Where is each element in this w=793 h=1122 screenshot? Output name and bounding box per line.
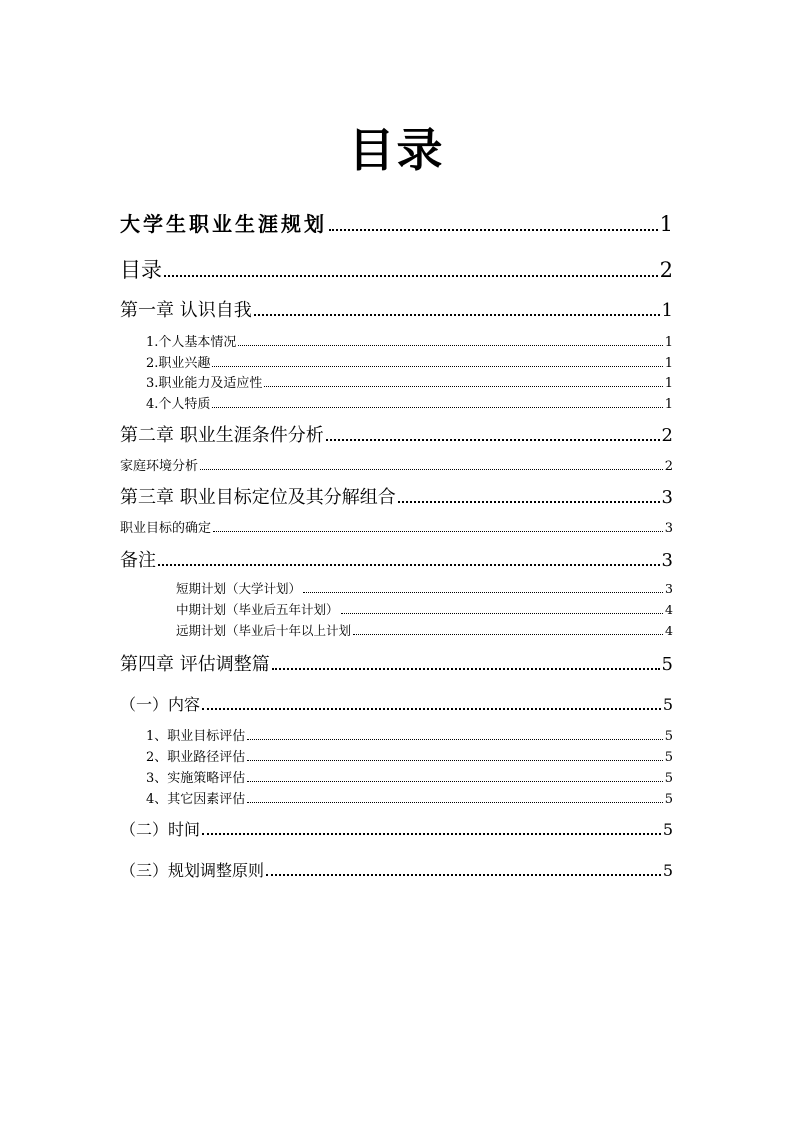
- toc-entry-label: 4.个人特质: [146, 397, 211, 412]
- toc-entry-page: 1: [661, 300, 673, 321]
- toc-leader-dots: [247, 754, 662, 762]
- toc-entry-label: 目录: [120, 258, 162, 282]
- toc-leader-dots: [238, 339, 662, 347]
- toc-leader-dots: [202, 825, 661, 835]
- toc-entry-section[interactable]: [120, 517, 673, 536]
- toc-leader-dots: [329, 219, 658, 231]
- toc-leader-dots: [247, 796, 662, 804]
- toc-entry-label: （一）内容: [120, 695, 201, 714]
- toc-leader-dots: [213, 525, 663, 533]
- toc-entry-page: 4: [665, 623, 673, 638]
- toc-entry-label: 第二章 职业生涯条件分析: [120, 425, 324, 446]
- toc-leader-dots: [303, 586, 663, 593]
- toc-entry-label: 3.职业能力及适应性: [146, 376, 263, 391]
- toc-entry-label: 第四章 评估调整篇: [120, 654, 270, 675]
- toc-leader-dots: [200, 463, 663, 471]
- toc-entry-page: 5: [661, 654, 673, 675]
- toc-entry-plan[interactable]: [176, 621, 673, 639]
- toc-entry-section[interactable]: [146, 393, 673, 412]
- toc-entry-part[interactable]: [120, 858, 673, 881]
- toc-leader-dots: [247, 733, 662, 741]
- toc-entry-label: 1.个人基本情况: [146, 335, 237, 350]
- toc-entry-part[interactable]: [120, 692, 673, 715]
- toc-entry-label: 家庭环境分析: [120, 459, 199, 474]
- toc-entry-label: 1、职业目标评估: [146, 729, 246, 744]
- toc-entry-item[interactable]: [146, 725, 673, 744]
- toc-leader-dots: [212, 401, 662, 409]
- toc-entry-page: 5: [664, 792, 673, 807]
- toc-entry-label: 4、其它因素评估: [146, 792, 246, 807]
- toc-entry-label: 短期计划（大学计划）: [176, 581, 302, 596]
- toc-entry-label: 第一章 认识自我: [120, 300, 252, 321]
- toc-entry-chapter-3[interactable]: [120, 483, 673, 509]
- toc-entry-item[interactable]: [146, 767, 673, 786]
- toc-entry-page: 5: [662, 820, 673, 839]
- toc-entry-label: 职业目标的确定: [120, 521, 212, 536]
- toc-entry-chapter-1[interactable]: [120, 296, 673, 322]
- toc-entry-section[interactable]: [146, 372, 673, 391]
- toc-leader-dots: [264, 380, 662, 388]
- toc-entry-page: 2: [664, 459, 673, 474]
- toc-entry-page: 4: [665, 602, 673, 617]
- toc-entry-label: 备注: [120, 550, 156, 571]
- toc-entry-page: 1: [664, 397, 673, 412]
- toc-leader-dots: [266, 866, 661, 876]
- toc-entry-page: 3: [661, 550, 673, 571]
- toc-entry-page: 2: [661, 425, 673, 446]
- toc-entry-label: （三）规划调整原则: [120, 861, 265, 880]
- toc-entry-page: 5: [662, 695, 673, 714]
- toc-entry-section[interactable]: [146, 352, 673, 371]
- toc-entry-label: 中期计划（毕业后五年计划）: [176, 602, 339, 617]
- toc-entry-page: 5: [664, 750, 673, 765]
- toc-entry-page: 1: [659, 212, 673, 236]
- toc-entry-page: 3: [665, 581, 673, 596]
- toc-entry-page: 3: [661, 487, 673, 508]
- toc-entry-page: 3: [664, 521, 673, 536]
- toc-leader-dots: [326, 430, 660, 441]
- toc-entry-page: 5: [664, 771, 673, 786]
- toc-entry-chapter-2[interactable]: [120, 421, 673, 447]
- toc-entry-page: 1: [664, 335, 673, 350]
- toc-leader-dots: [254, 305, 660, 316]
- toc-entry-page: 1: [664, 356, 673, 371]
- toc-leader-dots: [272, 659, 660, 670]
- toc-leader-dots: [164, 265, 658, 278]
- toc-entry-book-title[interactable]: [120, 208, 673, 237]
- toc-entry-label: 大学生职业生涯规划: [120, 212, 327, 236]
- toc-entry-section[interactable]: [120, 455, 673, 474]
- toc-leader-dots: [341, 607, 664, 614]
- toc-entry-label: 第三章 职业目标定位及其分解组合: [120, 487, 396, 508]
- toc-entry-label: 远期计划（毕业后十年以上计划: [176, 623, 352, 638]
- toc-entry-page: 5: [662, 861, 673, 880]
- toc-leader-dots: [158, 555, 660, 566]
- toc-entry-page: 1: [664, 376, 673, 391]
- toc-entry-part[interactable]: [120, 817, 673, 840]
- toc-entry-item[interactable]: [146, 788, 673, 807]
- toc-entry-page: 5: [664, 729, 673, 744]
- toc-leader-dots: [202, 700, 661, 710]
- toc-entry-page: 2: [659, 258, 673, 282]
- toc-entry-plan[interactable]: [176, 579, 673, 597]
- toc-entry-label: （二）时间: [120, 820, 201, 839]
- toc-entry-label: 2、职业路径评估: [146, 750, 246, 765]
- toc-entry-notes[interactable]: [120, 546, 673, 572]
- toc-leader-dots: [212, 360, 662, 368]
- toc-entry-plan[interactable]: [176, 600, 673, 618]
- toc-entry-label: 3、实施策略评估: [146, 771, 246, 786]
- toc-entry-section[interactable]: [146, 331, 673, 350]
- toc-entry-item[interactable]: [146, 746, 673, 765]
- toc-leader-dots: [353, 628, 663, 635]
- toc-leader-dots: [247, 775, 662, 783]
- toc-entry-contents[interactable]: [120, 254, 673, 284]
- toc-leader-dots: [398, 492, 660, 503]
- page-title: 目录: [348, 123, 445, 177]
- toc-entry-chapter-4[interactable]: [120, 650, 673, 676]
- toc-entry-label: 2.职业兴趣: [146, 356, 211, 371]
